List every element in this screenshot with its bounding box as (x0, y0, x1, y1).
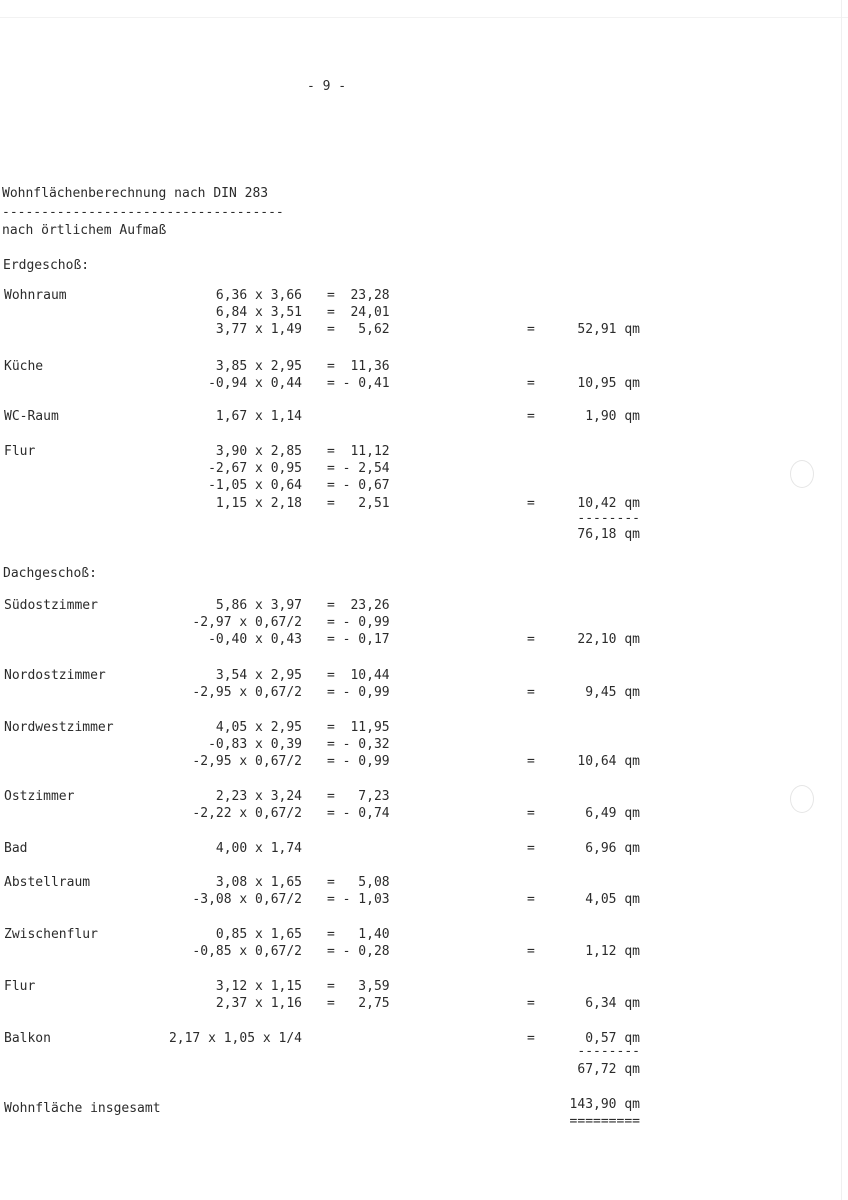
title-underline: ------------------------------------ (2, 205, 284, 220)
equals-sign: = (527, 685, 535, 701)
calc-expression: 2,23 x 3,24 (215, 789, 302, 804)
equals-sign: = (527, 892, 535, 908)
calc-expression: -1,05 x 0,64 (208, 478, 302, 494)
calc-result: = - 0,99 (327, 754, 390, 770)
calc-expression: 3,90 x 2,85 (215, 444, 302, 459)
calc-expression: 3,85 x 2,95 (215, 359, 302, 374)
room-total: 1,90 qm (585, 409, 640, 424)
room-total: 9,45 qm (585, 685, 640, 701)
calc-expression: 1,67 x 1,14 (215, 409, 302, 424)
subtotal-rule: -------- (577, 511, 640, 526)
calc-result: = 2,75 (327, 996, 390, 1012)
calc-expression: -3,08 x 0,67/2 (192, 892, 302, 908)
calc-expression: 4,05 x 2,95 (215, 720, 302, 735)
grand-total-rule: ========= (569, 1114, 640, 1129)
room-name: Ostzimmer (4, 789, 75, 804)
room-total: 0,57 qm (585, 1031, 640, 1046)
equals-sign: = (527, 1031, 535, 1046)
calc-expression: -0,40 x 0,43 (208, 632, 302, 648)
calc-result: = 2,51 (327, 495, 390, 511)
calc-expression: 1,15 x 2,18 (215, 495, 302, 511)
room-total: 22,10 qm (577, 632, 640, 648)
equals-sign: = (527, 322, 535, 338)
calc-result: = 23,26 (327, 598, 390, 613)
calc-result: = - 0,41 (327, 376, 390, 392)
calc-result: = - 0,99 (327, 615, 390, 631)
calc-result: = - 1,03 (327, 892, 390, 908)
room-name: Balkon (4, 1031, 51, 1046)
calc-result: = 23,28 (327, 288, 390, 303)
room-total: 6,96 qm (585, 841, 640, 856)
calc-expression: 4,00 x 1,74 (215, 841, 302, 856)
calc-result: = 24,01 (327, 305, 390, 321)
room-total: 1,12 qm (585, 944, 640, 960)
room-total: 52,91 qm (577, 322, 640, 338)
calc-result: = 10,44 (327, 668, 390, 683)
calc-result: = 1,40 (327, 927, 390, 942)
page-number: - 9 - (307, 79, 347, 94)
calc-expression: 0,85 x 1,65 (215, 927, 302, 942)
equals-sign: = (527, 495, 535, 511)
calc-result: = 11,36 (327, 359, 390, 374)
calc-result: = - 0,74 (327, 806, 390, 822)
calc-expression: 3,54 x 2,95 (215, 668, 302, 683)
calc-result: = - 2,54 (327, 461, 390, 477)
subtotal-rule: -------- (577, 1044, 640, 1059)
room-name: WC-Raum (4, 409, 59, 424)
calc-result: = 11,95 (327, 720, 390, 735)
room-total: 4,05 qm (585, 892, 640, 908)
page-edge-right (841, 0, 842, 1200)
room-total: 10,42 qm (577, 495, 640, 511)
section-subtotal: 76,18 qm (577, 527, 640, 542)
room-total: 10,95 qm (577, 376, 640, 392)
document-subtitle: nach örtlichem Aufmaß (2, 223, 167, 238)
calc-expression: 2,37 x 1,16 (215, 996, 302, 1012)
calc-expression: -0,83 x 0,39 (208, 737, 302, 753)
room-name: Bad (4, 841, 28, 856)
room-name: Nordwestzimmer (4, 720, 114, 735)
punch-hole-lower (790, 785, 814, 813)
room-total: 10,64 qm (577, 754, 640, 770)
equals-sign: = (527, 754, 535, 770)
calc-expression: -0,94 x 0,44 (208, 376, 302, 392)
calc-expression: -2,97 x 0,67/2 (192, 615, 302, 631)
room-name: Nordostzimmer (4, 668, 106, 683)
calc-expression: 6,36 x 3,66 (215, 288, 302, 303)
calc-result: = 5,08 (327, 875, 390, 890)
room-name: Wohnraum (4, 288, 67, 303)
equals-sign: = (527, 944, 535, 960)
calc-expression: 5,86 x 3,97 (215, 598, 302, 613)
calc-expression: 2,17 x 1,05 x 1/4 (168, 1031, 302, 1046)
room-name: Abstellraum (4, 875, 91, 890)
calc-expression: -2,22 x 0,67/2 (192, 806, 302, 822)
calc-expression: 3,77 x 1,49 (215, 322, 302, 338)
calc-result: = 5,62 (327, 322, 390, 338)
calc-expression: -2,95 x 0,67/2 (192, 754, 302, 770)
room-total: 6,49 qm (585, 806, 640, 822)
room-total: 6,34 qm (585, 996, 640, 1012)
punch-hole-upper (790, 460, 814, 488)
room-name: Zwischenflur (4, 927, 98, 942)
calc-expression: -2,67 x 0,95 (208, 461, 302, 477)
room-name: Flur (4, 444, 36, 459)
equals-sign: = (527, 409, 535, 424)
room-name: Flur (4, 979, 36, 994)
calc-result: = - 0,99 (327, 685, 390, 701)
grand-total: 143,90 qm (569, 1097, 640, 1112)
equals-sign: = (527, 806, 535, 822)
calc-result: = 3,59 (327, 979, 390, 994)
calc-expression: -2,95 x 0,67/2 (192, 685, 302, 701)
calc-result: = - 0,17 (327, 632, 390, 648)
calc-result: = 11,12 (327, 444, 390, 459)
section-heading: Dachgeschoß: (3, 566, 97, 581)
room-name: Küche (4, 359, 44, 374)
calc-expression: 3,12 x 1,15 (215, 979, 302, 994)
equals-sign: = (527, 841, 535, 856)
equals-sign: = (527, 996, 535, 1012)
calc-result: = - 0,32 (327, 737, 390, 753)
scan-edge-top (0, 17, 848, 18)
calc-result: = - 0,67 (327, 478, 390, 494)
calc-expression: 3,08 x 1,65 (215, 875, 302, 890)
calc-result: = 7,23 (327, 789, 390, 804)
calc-expression: -0,85 x 0,67/2 (192, 944, 302, 960)
calc-expression: 6,84 x 3,51 (215, 305, 302, 321)
calc-result: = - 0,28 (327, 944, 390, 960)
section-heading: Erdgeschoß: (3, 258, 90, 273)
document-title: Wohnflächenberechnung nach DIN 283 (2, 186, 269, 201)
room-name: Südostzimmer (4, 598, 98, 613)
grand-total-label: Wohnfläche insgesamt (4, 1101, 161, 1116)
equals-sign: = (527, 376, 535, 392)
section-subtotal: 67,72 qm (577, 1062, 640, 1077)
equals-sign: = (527, 632, 535, 648)
